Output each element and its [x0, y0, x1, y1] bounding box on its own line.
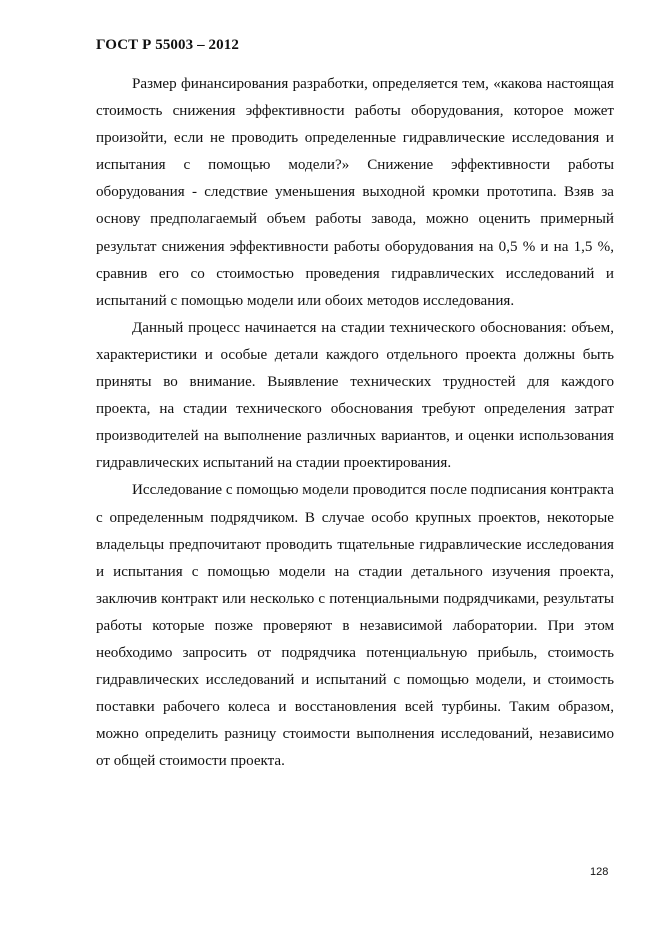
document-body: [96, 71, 614, 775]
paragraph-process: Данный процесс начинается на стадии технического обоснования: объем, характеристики и особые детали каждого отдельного проекта должны быть приняты во внимание. Выявление технических трудностей для каждого проекта, на стадии технического обоснования требуют определения затрат производителей на выполнение различных вариантов, и оценки использования гидравлических испытаний на стадии проектирования.: [96, 319, 614, 472]
page-number: 128: [590, 866, 609, 878]
document-header: ГОСТ Р 55003 – 2012: [96, 37, 239, 53]
paragraph-research: Исследование с помощью модели проводится после подписания контракта с определенным подрядчиком. В случае особо крупных проектов, некоторые владельцы предпочитают проводить тщательные гидравлические исследования и испытания с помощью модели на стадии детального изучения проекта, заключив контракт или несколько с потенциальными подрядчиками, результаты работы которые позже проверяют в независимой лаборатории. При этом необходимо запросить от подрядчика потенциальную прибыль, стоимость гидравлических исследований и испытаний с помощью модели, и стоимость поставки рабочего колеса и восстановления всей турбины. Таким образом, можно определить разницу стоимости выполнения исследований, независимо от общей стоимости проекта.: [96, 482, 614, 770]
paragraph-funding: Размер финансирования разработки, определяется тем, «какова настоящая стоимость снижения эффективности работы оборудования, которое может произойти, если не проводить определенные гидравлические исследования и испытания с помощью модели?» Снижение эффективности работы оборудования - следствие уменьшения выходной кромки прототипа. Взяв за основу предполагаемый объем работы завода, можно оценить примерный результат снижения эффективности работы оборудования на 0,5 % и на 1,5 %, сравнив его со стоимостью проведения гидравлических исследований и испытаний с помощью модели или обоих методов исследования.: [96, 76, 614, 309]
